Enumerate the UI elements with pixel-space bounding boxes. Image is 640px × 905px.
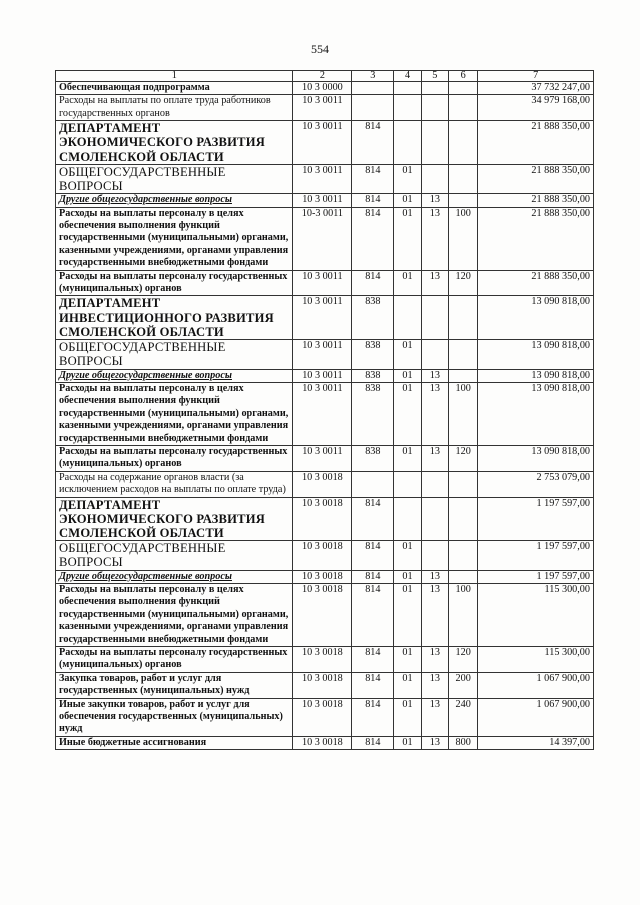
- row-expense-type-code: 240: [448, 698, 477, 736]
- row-target-article-code: 10 3 0011: [293, 382, 352, 445]
- row-section-code: [394, 95, 421, 121]
- row-ministry-code: 814: [352, 570, 394, 583]
- row-expense-type-code: 120: [448, 647, 477, 673]
- row-amount: 21 888 350,00: [478, 121, 594, 165]
- row-name: Другие общегосударственные вопросы: [56, 570, 293, 583]
- budget-table: [55, 70, 594, 750]
- row-amount: 13 090 818,00: [478, 382, 594, 445]
- row-amount: 13 090 818,00: [478, 340, 594, 369]
- row-subsection-code: [421, 497, 448, 541]
- row-name: ОБЩЕГОСУДАРСТВЕННЫЕ ВОПРОСЫ: [56, 164, 293, 193]
- row-subsection-code: 13: [421, 736, 448, 749]
- row-target-article-code: 10 3 0018: [293, 647, 352, 673]
- row-subsection-code: [421, 82, 448, 95]
- row-ministry-code: 814: [352, 736, 394, 749]
- row-expense-type-code: 120: [448, 445, 477, 471]
- column-number: 3: [352, 71, 394, 82]
- row-ministry-code: 814: [352, 207, 394, 270]
- row-amount: 1 197 597,00: [478, 497, 594, 541]
- row-subsection-code: 13: [421, 647, 448, 673]
- table-row: [56, 736, 594, 749]
- row-section-code: [394, 82, 421, 95]
- row-name: Закупка товаров, работ и услуг для государственных (муниципальных) нужд: [56, 672, 293, 698]
- row-amount: 115 300,00: [478, 647, 594, 673]
- column-number: 6: [448, 71, 477, 82]
- row-amount: 13 090 818,00: [478, 445, 594, 471]
- row-subsection-code: [421, 471, 448, 497]
- row-amount: 1 067 900,00: [478, 672, 594, 698]
- row-subsection-code: 13: [421, 270, 448, 296]
- row-subsection-code: 13: [421, 194, 448, 207]
- row-ministry-code: 814: [352, 647, 394, 673]
- row-name: Расходы на выплаты по оплате труда работников государственных органов: [56, 95, 293, 121]
- column-number: 1: [56, 71, 293, 82]
- row-section-code: 01: [394, 369, 421, 382]
- row-subsection-code: [421, 541, 448, 570]
- row-section-code: 01: [394, 698, 421, 736]
- row-amount: 37 732 247,00: [478, 82, 594, 95]
- row-expense-type-code: 100: [448, 207, 477, 270]
- row-amount: 14 397,00: [478, 736, 594, 749]
- row-amount: 1 197 597,00: [478, 570, 594, 583]
- table-row: [56, 497, 594, 541]
- row-target-article-code: 10 3 0011: [293, 95, 352, 121]
- row-expense-type-code: [448, 471, 477, 497]
- row-ministry-code: 814: [352, 497, 394, 541]
- row-section-code: [394, 471, 421, 497]
- row-subsection-code: 13: [421, 382, 448, 445]
- row-target-article-code: 10 3 0011: [293, 340, 352, 369]
- column-number: 7: [478, 71, 594, 82]
- row-section-code: 01: [394, 164, 421, 193]
- row-section-code: 01: [394, 445, 421, 471]
- row-subsection-code: 13: [421, 698, 448, 736]
- table-row: [56, 82, 594, 95]
- row-subsection-code: [421, 296, 448, 340]
- table-row: [56, 698, 594, 736]
- row-expense-type-code: 100: [448, 583, 477, 646]
- row-section-code: 01: [394, 647, 421, 673]
- row-target-article-code: 10 3 0000: [293, 82, 352, 95]
- row-section-code: [394, 296, 421, 340]
- row-name: ОБЩЕГОСУДАРСТВЕННЫЕ ВОПРОСЫ: [56, 340, 293, 369]
- row-amount: 115 300,00: [478, 583, 594, 646]
- row-amount: 21 888 350,00: [478, 194, 594, 207]
- row-amount: 21 888 350,00: [478, 207, 594, 270]
- row-section-code: 01: [394, 340, 421, 369]
- page-number: 554: [311, 42, 329, 56]
- row-expense-type-code: [448, 121, 477, 165]
- row-expense-type-code: [448, 164, 477, 193]
- row-target-article-code: 10 3 0018: [293, 736, 352, 749]
- row-section-code: 01: [394, 541, 421, 570]
- table-row: [56, 296, 594, 340]
- row-name: ДЕПАРТАМЕНТ ИНВЕСТИЦИОННОГО РАЗВИТИЯ СМОЛЕНСКОЙ ОБЛАСТИ: [56, 296, 293, 340]
- row-target-article-code: 10-3 0011: [293, 207, 352, 270]
- table-row: [56, 471, 594, 497]
- row-ministry-code: [352, 95, 394, 121]
- row-expense-type-code: [448, 95, 477, 121]
- row-name: Расходы на выплаты персоналу в целях обеспечения выполнения функций государственными (муниципальными) органами, казенными учреждениями, органами управления государственными внебюджетными фондами: [56, 382, 293, 445]
- row-subsection-code: [421, 121, 448, 165]
- row-target-article-code: 10 3 0011: [293, 445, 352, 471]
- row-expense-type-code: [448, 541, 477, 570]
- row-expense-type-code: [448, 369, 477, 382]
- row-target-article-code: 10 3 0018: [293, 541, 352, 570]
- row-ministry-code: [352, 82, 394, 95]
- row-name: Расходы на выплаты персоналу государственных (муниципальных) органов: [56, 647, 293, 673]
- table-row: [56, 445, 594, 471]
- column-number: 2: [293, 71, 352, 82]
- row-ministry-code: 814: [352, 164, 394, 193]
- row-name: Расходы на выплаты персоналу в целях обеспечения выполнения функций государственными (муниципальными) органами, казенными учреждениями, органами управления государственными внебюджетными фондами: [56, 207, 293, 270]
- row-subsection-code: 13: [421, 369, 448, 382]
- row-name: ДЕПАРТАМЕНТ ЭКОНОМИЧЕСКОГО РАЗВИТИЯ СМОЛЕНСКОЙ ОБЛАСТИ: [56, 121, 293, 165]
- row-section-code: 01: [394, 583, 421, 646]
- row-target-article-code: 10 3 0018: [293, 583, 352, 646]
- row-target-article-code: 10 3 0011: [293, 164, 352, 193]
- row-name: ОБЩЕГОСУДАРСТВЕННЫЕ ВОПРОСЫ: [56, 541, 293, 570]
- table-row: [56, 207, 594, 270]
- row-section-code: 01: [394, 382, 421, 445]
- row-target-article-code: 10 3 0011: [293, 296, 352, 340]
- row-expense-type-code: [448, 296, 477, 340]
- row-section-code: [394, 497, 421, 541]
- row-amount: 1 067 900,00: [478, 698, 594, 736]
- row-amount: 34 979 168,00: [478, 95, 594, 121]
- table-row: [56, 382, 594, 445]
- row-section-code: [394, 121, 421, 165]
- row-expense-type-code: 120: [448, 270, 477, 296]
- row-ministry-code: 838: [352, 340, 394, 369]
- row-target-article-code: 10 3 0018: [293, 698, 352, 736]
- row-target-article-code: 10 3 0011: [293, 270, 352, 296]
- table-row: [56, 121, 594, 165]
- row-expense-type-code: 200: [448, 672, 477, 698]
- row-ministry-code: 838: [352, 369, 394, 382]
- row-subsection-code: 13: [421, 445, 448, 471]
- column-number: 4: [394, 71, 421, 82]
- row-ministry-code: 814: [352, 583, 394, 646]
- row-ministry-code: 838: [352, 445, 394, 471]
- row-amount: 1 197 597,00: [478, 541, 594, 570]
- row-name: Расходы на выплаты персоналу в целях обеспечения выполнения функций государственными (муниципальными) органами, казенными учреждениями, органами управления государственными внебюджетными фондами: [56, 583, 293, 646]
- row-target-article-code: 10 3 0018: [293, 497, 352, 541]
- row-amount: 13 090 818,00: [478, 369, 594, 382]
- row-amount: 21 888 350,00: [478, 270, 594, 296]
- row-subsection-code: [421, 164, 448, 193]
- table-row: [56, 95, 594, 121]
- row-ministry-code: 814: [352, 194, 394, 207]
- row-amount: 13 090 818,00: [478, 296, 594, 340]
- table-row: [56, 570, 594, 583]
- row-target-article-code: 10 3 0018: [293, 672, 352, 698]
- row-section-code: 01: [394, 672, 421, 698]
- column-number-row: [56, 71, 594, 82]
- table-row: [56, 340, 594, 369]
- row-subsection-code: [421, 340, 448, 369]
- row-ministry-code: 838: [352, 296, 394, 340]
- row-subsection-code: 13: [421, 570, 448, 583]
- row-section-code: 01: [394, 207, 421, 270]
- row-name: Расходы на содержание органов власти (за исключением расходов на выплаты по оплате труда): [56, 471, 293, 497]
- row-expense-type-code: [448, 82, 477, 95]
- table-row: [56, 164, 594, 193]
- row-expense-type-code: [448, 570, 477, 583]
- row-expense-type-code: 100: [448, 382, 477, 445]
- row-section-code: 01: [394, 194, 421, 207]
- row-target-article-code: 10 3 0011: [293, 194, 352, 207]
- row-ministry-code: 814: [352, 698, 394, 736]
- row-subsection-code: 13: [421, 672, 448, 698]
- row-name: ДЕПАРТАМЕНТ ЭКОНОМИЧЕСКОГО РАЗВИТИЯ СМОЛЕНСКОЙ ОБЛАСТИ: [56, 497, 293, 541]
- row-name: Иные бюджетные ассигнования: [56, 736, 293, 749]
- column-number: 5: [421, 71, 448, 82]
- row-name: Иные закупки товаров, работ и услуг для обеспечения государственных (муниципальных) нужд: [56, 698, 293, 736]
- budget-table-body: [56, 71, 594, 750]
- row-amount: 21 888 350,00: [478, 164, 594, 193]
- row-ministry-code: 814: [352, 121, 394, 165]
- row-name: Другие общегосударственные вопросы: [56, 194, 293, 207]
- row-amount: 2 753 079,00: [478, 471, 594, 497]
- row-expense-type-code: [448, 497, 477, 541]
- table-row: [56, 647, 594, 673]
- row-name: Обеспечивающая подпрограмма: [56, 82, 293, 95]
- row-target-article-code: 10 3 0018: [293, 570, 352, 583]
- table-row: [56, 672, 594, 698]
- row-ministry-code: 814: [352, 270, 394, 296]
- row-ministry-code: 838: [352, 382, 394, 445]
- row-target-article-code: 10 3 0018: [293, 471, 352, 497]
- row-ministry-code: [352, 471, 394, 497]
- row-target-article-code: 10 3 0011: [293, 121, 352, 165]
- row-section-code: 01: [394, 270, 421, 296]
- row-section-code: 01: [394, 736, 421, 749]
- table-row: [56, 369, 594, 382]
- table-row: [56, 194, 594, 207]
- row-expense-type-code: [448, 340, 477, 369]
- table-row: [56, 270, 594, 296]
- table-row: [56, 583, 594, 646]
- row-name: Расходы на выплаты персоналу государственных (муниципальных) органов: [56, 270, 293, 296]
- row-name: Расходы на выплаты персоналу государственных (муниципальных) органов: [56, 445, 293, 471]
- row-expense-type-code: [448, 194, 477, 207]
- row-subsection-code: [421, 95, 448, 121]
- row-target-article-code: 10 3 0011: [293, 369, 352, 382]
- row-ministry-code: 814: [352, 541, 394, 570]
- row-subsection-code: 13: [421, 207, 448, 270]
- table-row: [56, 541, 594, 570]
- row-expense-type-code: 800: [448, 736, 477, 749]
- row-ministry-code: 814: [352, 672, 394, 698]
- row-section-code: 01: [394, 570, 421, 583]
- row-name: Другие общегосударственные вопросы: [56, 369, 293, 382]
- row-subsection-code: 13: [421, 583, 448, 646]
